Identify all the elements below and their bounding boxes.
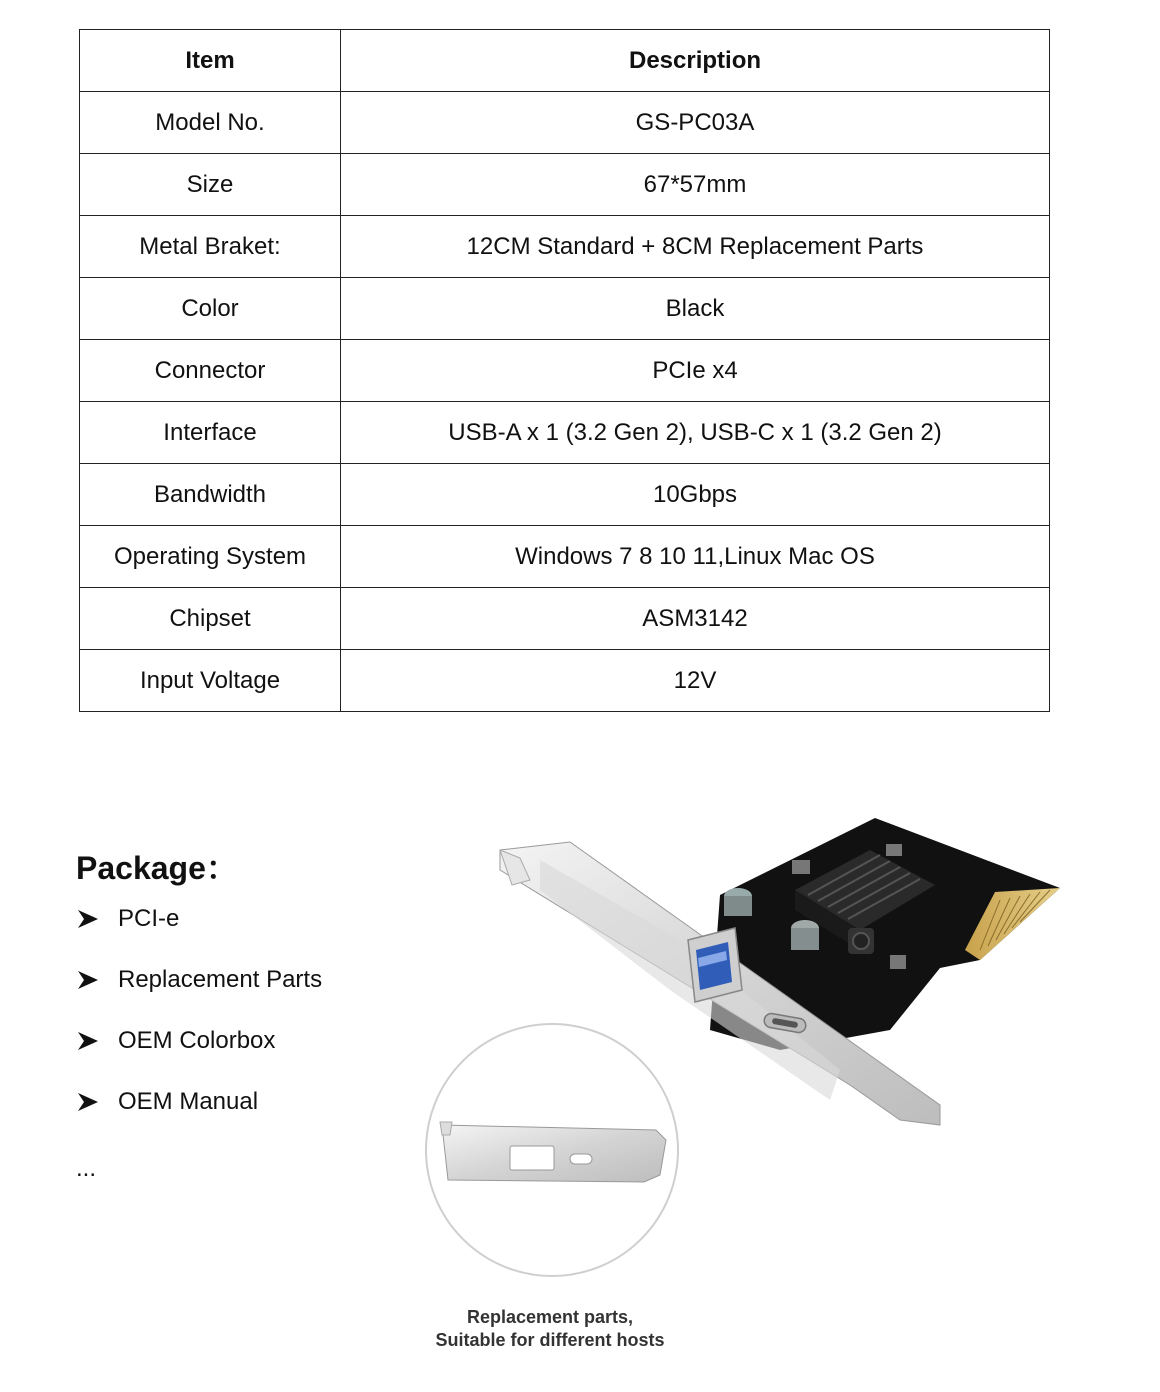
table-row	[80, 154, 1050, 216]
table-header-row	[80, 30, 1050, 92]
image-caption	[400, 1306, 700, 1352]
arrowhead-bullet-icon	[76, 968, 100, 992]
row-value: Black	[341, 278, 1050, 340]
table-row	[80, 216, 1050, 278]
table-row	[80, 464, 1050, 526]
row-label: Model No.	[80, 92, 341, 154]
table-row	[80, 340, 1050, 402]
usb-a-port-icon	[688, 928, 742, 1002]
row-label: Bandwidth	[80, 464, 341, 526]
list-item	[76, 1088, 322, 1149]
table-row	[80, 588, 1050, 650]
row-label: Input Voltage	[80, 650, 341, 712]
row-value: Windows 7 8 10 11,Linux Mac OS	[341, 526, 1050, 588]
arrowhead-bullet-icon	[76, 907, 100, 931]
row-value: USB-A x 1 (3.2 Gen 2), USB-C x 1 (3.2 Gen 2)	[341, 402, 1050, 464]
arrowhead-bullet-icon	[76, 1090, 100, 1114]
header-item: Item	[80, 30, 341, 92]
row-label: Connector	[80, 340, 341, 402]
row-value: ASM3142	[341, 588, 1050, 650]
arrowhead-bullet-icon	[76, 1029, 100, 1053]
package-list	[76, 905, 322, 1149]
list-item-label: Replacement Parts	[118, 966, 323, 993]
package-title: Package：	[76, 850, 238, 886]
row-value: GS-PC03A	[341, 92, 1050, 154]
row-value: 12CM Standard + 8CM Replacement Parts	[341, 216, 1050, 278]
list-item	[76, 1027, 322, 1088]
table-row	[80, 526, 1050, 588]
list-item-label: OEM Manual	[118, 1088, 259, 1115]
list-item-label: PCI-e	[118, 905, 180, 932]
row-value: PCIe x4	[341, 340, 1050, 402]
row-label: Operating System	[80, 526, 341, 588]
row-label: Metal Braket:	[80, 216, 341, 278]
row-value: 67*57mm	[341, 154, 1050, 216]
table-row	[80, 92, 1050, 154]
ellipsis: ...	[76, 1155, 97, 1182]
list-item-label: OEM Colorbox	[118, 1027, 276, 1054]
row-label: Chipset	[80, 588, 341, 650]
caption-line-1: Replacement parts,	[466, 1307, 634, 1327]
list-item	[76, 966, 322, 1027]
row-label: Color	[80, 278, 341, 340]
list-item	[76, 905, 322, 966]
row-value: 10Gbps	[341, 464, 1050, 526]
caption-line-2: Suitable for different hosts	[435, 1330, 665, 1350]
row-label: Size	[80, 154, 341, 216]
table-row	[80, 278, 1050, 340]
replacement-bracket-inset	[426, 1024, 678, 1276]
spec-table	[79, 29, 1050, 712]
table-row	[80, 402, 1050, 464]
table-row	[80, 650, 1050, 712]
row-label: Interface	[80, 402, 341, 464]
row-value: 12V	[341, 650, 1050, 712]
product-image	[420, 800, 1080, 1300]
header-description: Description	[341, 30, 1050, 92]
